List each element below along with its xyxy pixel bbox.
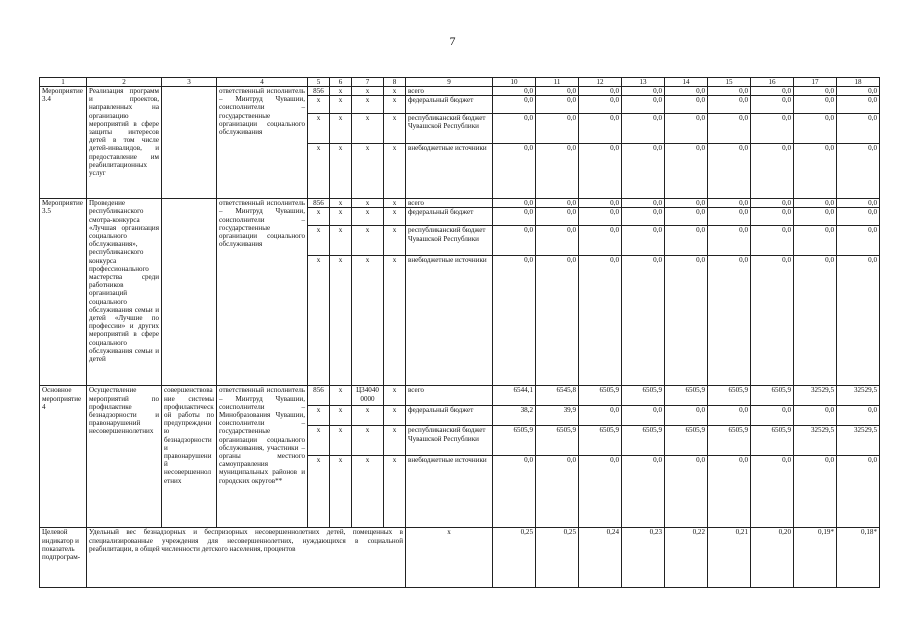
header-cell: 1 — [40, 78, 87, 87]
value-cell: 0,0 — [708, 199, 751, 208]
value-cell: 0,0 — [708, 144, 751, 199]
code-cell: x — [384, 226, 406, 256]
value-cell: 0,0 — [622, 96, 665, 114]
code-cell: x — [330, 114, 352, 144]
value-cell: 0,0 — [708, 256, 751, 386]
value-cell: 6505,9 — [579, 426, 622, 456]
header-cell: 18 — [837, 78, 880, 87]
value-cell: 32529,5 — [837, 386, 880, 406]
value-cell: 0,0 — [751, 456, 794, 528]
code-cell: x — [330, 456, 352, 528]
value-cell: 0,0 — [493, 199, 536, 208]
code-cell: x — [352, 226, 384, 256]
value-cell: 6505,9 — [579, 386, 622, 406]
code-cell: x — [384, 114, 406, 144]
value-cell: 0,0 — [493, 208, 536, 226]
indicator-value: 0,20 — [751, 528, 794, 588]
funding-source: республиканский бюджет Чувашской Республики — [406, 426, 493, 456]
funding-source: федеральный бюджет — [406, 406, 493, 426]
value-cell: 6505,9 — [708, 386, 751, 406]
value-cell: 0,0 — [622, 144, 665, 199]
value-cell: 0,0 — [837, 208, 880, 226]
code-cell: x — [308, 256, 330, 386]
value-cell: 0,0 — [622, 208, 665, 226]
indicator-row — [40, 528, 880, 588]
header-cell: 13 — [622, 78, 665, 87]
header-cell: 4 — [217, 78, 308, 87]
value-cell: 0,0 — [837, 114, 880, 144]
code-cell: x — [384, 426, 406, 456]
header-cell: 11 — [536, 78, 579, 87]
value-cell: 0,0 — [708, 226, 751, 256]
value-cell: 0,0 — [751, 208, 794, 226]
table-row — [40, 386, 880, 406]
value-cell: 0,0 — [536, 208, 579, 226]
value-cell: 0,0 — [665, 256, 708, 386]
indicator-name: Целевой индикатор и показатель подпрограм- — [40, 528, 87, 588]
funding-source: федеральный бюджет — [406, 96, 493, 114]
value-cell: 0,0 — [751, 406, 794, 426]
header-cell: 17 — [794, 78, 837, 87]
funding-source: республиканский бюджет Чувашской Республики — [406, 226, 493, 256]
value-cell: 0,0 — [665, 226, 708, 256]
value-cell: 6505,9 — [622, 386, 665, 406]
value-cell: 0,0 — [794, 226, 837, 256]
value-cell: 0,0 — [665, 87, 708, 96]
indicator-value: 0,19* — [794, 528, 837, 588]
value-cell: 0,0 — [751, 87, 794, 96]
value-cell: 0,0 — [622, 406, 665, 426]
value-cell: 0,0 — [794, 256, 837, 386]
value-cell: 39,9 — [536, 406, 579, 426]
budget-table — [39, 77, 880, 588]
value-cell: 0,0 — [493, 456, 536, 528]
value-cell: 0,0 — [536, 114, 579, 144]
value-cell: 0,0 — [579, 144, 622, 199]
code-cell: 856 — [308, 87, 330, 96]
value-cell: 0,0 — [751, 96, 794, 114]
value-cell: 6545,8 — [536, 386, 579, 406]
value-cell: 0,0 — [665, 96, 708, 114]
header-cell: 5 — [308, 78, 330, 87]
code-cell: x — [352, 406, 384, 426]
value-cell: 0,0 — [579, 226, 622, 256]
funding-source: всего — [406, 199, 493, 208]
value-cell: 0,0 — [837, 87, 880, 96]
indicator-value: 0,22 — [665, 528, 708, 588]
measure-executor: ответственный исполнитель – Минтруд Чувашии, соисполнители – государственные организации социального обслуживания — [217, 87, 308, 199]
value-cell: 0,0 — [837, 199, 880, 208]
value-cell: 6505,9 — [622, 426, 665, 456]
value-cell: 0,0 — [837, 406, 880, 426]
value-cell: 0,0 — [794, 114, 837, 144]
value-cell: 0,0 — [579, 199, 622, 208]
value-cell: 6505,9 — [751, 426, 794, 456]
funding-source: федеральный бюджет — [406, 208, 493, 226]
value-cell: 6544,1 — [493, 386, 536, 406]
value-cell: 0,0 — [493, 256, 536, 386]
code-cell: x — [352, 208, 384, 226]
indicator-value: 0,24 — [579, 528, 622, 588]
value-cell: 0,0 — [579, 256, 622, 386]
indicator-x: x — [406, 528, 493, 588]
value-cell: 32529,5 — [794, 426, 837, 456]
value-cell: 0,0 — [579, 114, 622, 144]
value-cell: 0,0 — [493, 87, 536, 96]
code-cell: x — [352, 96, 384, 114]
code-cell: x — [352, 144, 384, 199]
header-cell: 2 — [87, 78, 162, 87]
value-cell: 0,0 — [665, 456, 708, 528]
value-cell: 0,0 — [708, 406, 751, 426]
code-cell: x — [330, 426, 352, 456]
value-cell: 0,0 — [665, 199, 708, 208]
funding-source: всего — [406, 386, 493, 406]
value-cell: 0,0 — [837, 456, 880, 528]
value-cell: 0,0 — [493, 114, 536, 144]
value-cell: 0,0 — [665, 208, 708, 226]
value-cell: 0,0 — [751, 144, 794, 199]
code-cell: x — [352, 87, 384, 96]
value-cell: 0,0 — [837, 144, 880, 199]
value-cell: 6505,9 — [751, 386, 794, 406]
code-cell: x — [330, 199, 352, 208]
value-cell: 0,0 — [579, 208, 622, 226]
value-cell: 0,0 — [622, 199, 665, 208]
code-cell: x — [308, 96, 330, 114]
code-cell: x — [330, 406, 352, 426]
code-cell: 856 — [308, 199, 330, 208]
code-cell: x — [352, 426, 384, 456]
funding-source: всего — [406, 87, 493, 96]
value-cell: 0,0 — [622, 87, 665, 96]
code-cell: x — [308, 426, 330, 456]
value-cell: 0,0 — [708, 96, 751, 114]
value-cell: 0,0 — [751, 256, 794, 386]
code-cell: x — [308, 456, 330, 528]
code-cell: x — [308, 208, 330, 226]
measure-executor: ответственный исполнитель – Минтруд Чувашии, соисполнители – государственные организации социального обслуживания — [217, 199, 308, 386]
measure-goal — [162, 87, 217, 199]
value-cell: 0,0 — [794, 406, 837, 426]
header-cell: 12 — [579, 78, 622, 87]
header-row — [40, 78, 880, 87]
measure-name: Мероприятие 3.5 — [40, 199, 87, 386]
value-cell: 0,0 — [751, 114, 794, 144]
value-cell: 0,0 — [622, 256, 665, 386]
code-cell: x — [384, 144, 406, 199]
code-cell: x — [330, 226, 352, 256]
header-cell: 7 — [352, 78, 384, 87]
value-cell: 0,0 — [622, 456, 665, 528]
code-cell: x — [330, 256, 352, 386]
header-cell: 3 — [162, 78, 217, 87]
funding-source: внебюджетные источники — [406, 256, 493, 386]
header-cell: 16 — [751, 78, 794, 87]
code-cell: x — [352, 199, 384, 208]
code-cell: x — [384, 96, 406, 114]
value-cell: 32529,5 — [837, 426, 880, 456]
code-cell: x — [330, 96, 352, 114]
value-cell: 0,0 — [536, 199, 579, 208]
code-cell: x — [308, 114, 330, 144]
measure-goal — [162, 199, 217, 386]
header-cell: 9 — [406, 78, 493, 87]
code-cell: x — [330, 87, 352, 96]
value-cell: 32529,5 — [794, 386, 837, 406]
value-cell: 0,0 — [665, 114, 708, 144]
value-cell: 0,0 — [622, 114, 665, 144]
code-cell: Ц34040 0000 — [352, 386, 384, 406]
measure-executor: ответственный исполнитель – Минтруд Чувашии, соисполнители – Минобразования Чувашии, соисполнители – государственные организации социального обслуживания, участники – органы местного самоуправления муниципальных районов и городских округов** — [217, 386, 308, 528]
measure-name: Основное мероприятие 4 — [40, 386, 87, 528]
value-cell: 0,0 — [708, 208, 751, 226]
value-cell: 0,0 — [665, 406, 708, 426]
code-cell: 856 — [308, 386, 330, 406]
code-cell: x — [384, 87, 406, 96]
code-cell: x — [384, 456, 406, 528]
header-cell: 15 — [708, 78, 751, 87]
table-row — [40, 199, 880, 208]
measure-title: Реализация программ и проектов, направленных на организацию мероприятий в сфере защиты интересов детей в том числе детей-инвалидов, и предоставление им реабилитационных услуг — [87, 87, 162, 199]
code-cell: x — [352, 256, 384, 386]
indicator-value: 0,25 — [536, 528, 579, 588]
measure-title: Проведение республиканского смотра-конкурса «Лучшая организация социального обслуживания», республиканского конкурса профессионального мастерства среди работников организаций социального обслуживания семьи и детей «Лучшие по профессии» и других мероприятий в сфере социального обслуживания семьи и детей — [87, 199, 162, 386]
value-cell: 0,0 — [536, 256, 579, 386]
indicator-value: 0,18* — [837, 528, 880, 588]
code-cell: x — [384, 256, 406, 386]
value-cell: 0,0 — [536, 96, 579, 114]
code-cell: x — [330, 386, 352, 406]
code-cell: x — [330, 208, 352, 226]
value-cell: 6505,9 — [493, 426, 536, 456]
value-cell: 0,0 — [837, 226, 880, 256]
value-cell: 0,0 — [536, 456, 579, 528]
value-cell: 0,0 — [751, 199, 794, 208]
value-cell: 0,0 — [794, 144, 837, 199]
code-cell: x — [308, 144, 330, 199]
value-cell: 38,2 — [493, 406, 536, 426]
value-cell: 0,0 — [493, 144, 536, 199]
value-cell: 0,0 — [536, 87, 579, 96]
value-cell: 0,0 — [794, 456, 837, 528]
value-cell: 0,0 — [579, 406, 622, 426]
code-cell: x — [308, 226, 330, 256]
code-cell: x — [352, 456, 384, 528]
value-cell: 0,0 — [794, 96, 837, 114]
value-cell: 0,0 — [665, 144, 708, 199]
code-cell: x — [384, 199, 406, 208]
value-cell: 0,0 — [751, 226, 794, 256]
value-cell: 0,0 — [579, 96, 622, 114]
funding-source: внебюджетные источники — [406, 456, 493, 528]
measure-title: Осуществление мероприятий по профилактике безнадзорности и правонарушений несовершеннолетних — [87, 386, 162, 528]
code-cell: x — [330, 144, 352, 199]
page-number: 7 — [449, 34, 456, 48]
code-cell: x — [308, 406, 330, 426]
code-cell: x — [384, 406, 406, 426]
table-row — [40, 87, 880, 96]
funding-source: республиканский бюджет Чувашской Республики — [406, 114, 493, 144]
funding-source: внебюджетные источники — [406, 144, 493, 199]
header-cell: 8 — [384, 78, 406, 87]
header-cell: 10 — [493, 78, 536, 87]
value-cell: 0,0 — [536, 226, 579, 256]
value-cell: 6505,9 — [665, 386, 708, 406]
value-cell: 6505,9 — [665, 426, 708, 456]
value-cell: 0,0 — [837, 256, 880, 386]
code-cell: x — [384, 208, 406, 226]
value-cell: 0,0 — [708, 87, 751, 96]
value-cell: 0,0 — [493, 96, 536, 114]
header-cell: 6 — [330, 78, 352, 87]
value-cell: 6505,9 — [536, 426, 579, 456]
value-cell: 0,0 — [622, 226, 665, 256]
value-cell: 0,0 — [708, 114, 751, 144]
code-cell: x — [384, 386, 406, 406]
value-cell: 0,0 — [708, 456, 751, 528]
value-cell: 0,0 — [794, 87, 837, 96]
indicator-text: Удельный вес безнадзорных и беспризорных несовершеннолетних детей, помещенных в специализированные учреждения для несовершеннолетних, нуждающихся в социальной реабилитации, в общей численности детского населения, процентов — [87, 528, 406, 588]
indicator-value: 0,21 — [708, 528, 751, 588]
code-cell: x — [352, 114, 384, 144]
value-cell: 0,0 — [493, 226, 536, 256]
value-cell: 0,0 — [579, 456, 622, 528]
header-cell: 14 — [665, 78, 708, 87]
value-cell: 0,0 — [579, 87, 622, 96]
value-cell: 0,0 — [837, 96, 880, 114]
value-cell: 0,0 — [794, 208, 837, 226]
value-cell: 0,0 — [536, 144, 579, 199]
value-cell: 6505,9 — [708, 426, 751, 456]
indicator-value: 0,25 — [493, 528, 536, 588]
measure-goal: совершенствование системы профилактической работы по предупреждению безнадзорности и правонарушений несовершеннолетних — [162, 386, 217, 528]
measure-name: Мероприятие 3.4 — [40, 87, 87, 199]
value-cell: 0,0 — [794, 199, 837, 208]
indicator-value: 0,23 — [622, 528, 665, 588]
